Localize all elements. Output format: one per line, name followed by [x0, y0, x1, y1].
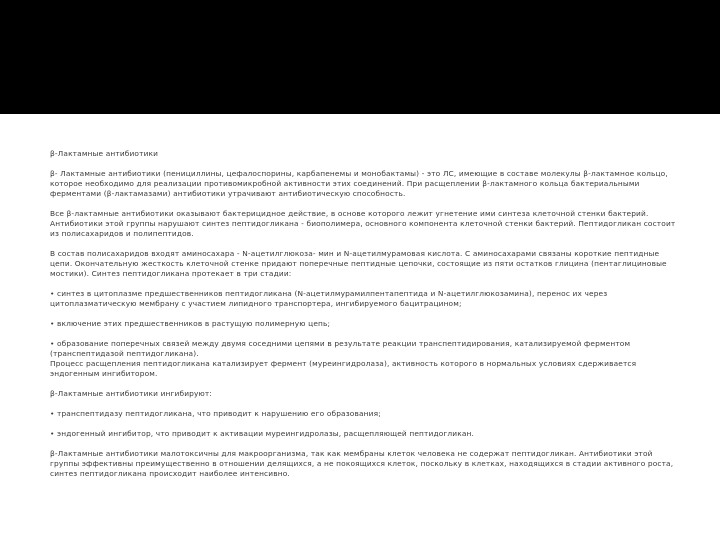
paragraph-polysaccharides: В состав полисахаридов входят аминосахара - N-ацетилглюкоза- мин и N-ацетилмурамовая кислота. С аминосахарами связаны короткие пептидные цепи. Окончательную жесткость клеточной стенке придают поперечные пептидные цепочки, состоящие из пяти остатков глицина (пентаглициновые мостики). Синтез пептидогликана протекает в три стадии:: [50, 249, 667, 278]
paragraph-toxicity: β-Лактамные антибиотики малотоксичны для макроорганизма, так как мембраны клеток человека не содержат пептидогликан. Антибиотики этой группы эффективны преимущественно в отношении делящихся, а не покоящихся клеток, поскольку в клетках, находящихся в стадии активного роста, синтез пептидогликана происходит наиболее интенсивно.: [50, 449, 674, 478]
list-item-inhibit-1: • транспептидазу пептидогликана, что приводит к нарушению его образования;: [50, 409, 381, 418]
list-item-stage-1: • синтез в цитоплазме предшественников пептидогликана (N-ацетилмурамилпентапептида и N-ацетилглюкозамина), перенос их через цитоплазматическую мембрану с участием липидного транспортера, ингибируемого бацитрацином;: [50, 289, 608, 308]
list-item-stage-3: • образование поперечных связей между двумя соседними цепями в результате реакции транспептидирования, катализируемой ферментом (транспептидазой пептидогликана).: [50, 339, 631, 358]
header-band: [0, 0, 720, 114]
paragraph-inhibit-heading: β-Лактамные антибиотики ингибируют:: [50, 389, 212, 398]
paragraph-intro: β- Лактамные антибиотики (пенициллины, цефалоспорины, карбапенемы и монобактамы) - это ЛС, имеющие в составе молекулы β-лактамное кольцо, которое необходимо для реализации противомикробной активности этих соединений. При расщеплении β-лактамного кольца бактериальными ферментами (β-лактамазами) антибиотики утрачивают антибиотическую способность.: [50, 169, 668, 198]
list-item-stage-2: • включение этих предшественников в растущую полимерную цепь;: [50, 319, 331, 328]
document-heading: β-Лактамные антибиотики: [50, 149, 159, 158]
paragraph-hydrolase: Процесс расщепления пептидогликана катализирует фермент (муреингидролаза), активность которого в нормальных условиях сдерживается эндогенным ингибитором.: [50, 359, 637, 378]
paragraph-mechanism: Все β-лактамные антибиотики оказывают бактерицидное действие, в основе которого лежит угнетение ими синтеза клеточной стенки бактерий. Антибиотики этой группы нарушают синтез пептидогликана - биополимера, основного компонента клеточной стенки бактерий. Пептидогликан состоит из полисахаридов и полипептидов.: [50, 209, 676, 238]
list-item-inhibit-2: • эндогенный ингибитор, что приводит к активации муреингидролазы, расщепляющей пептидогликан.: [50, 429, 475, 438]
document-body: [50, 149, 680, 489]
